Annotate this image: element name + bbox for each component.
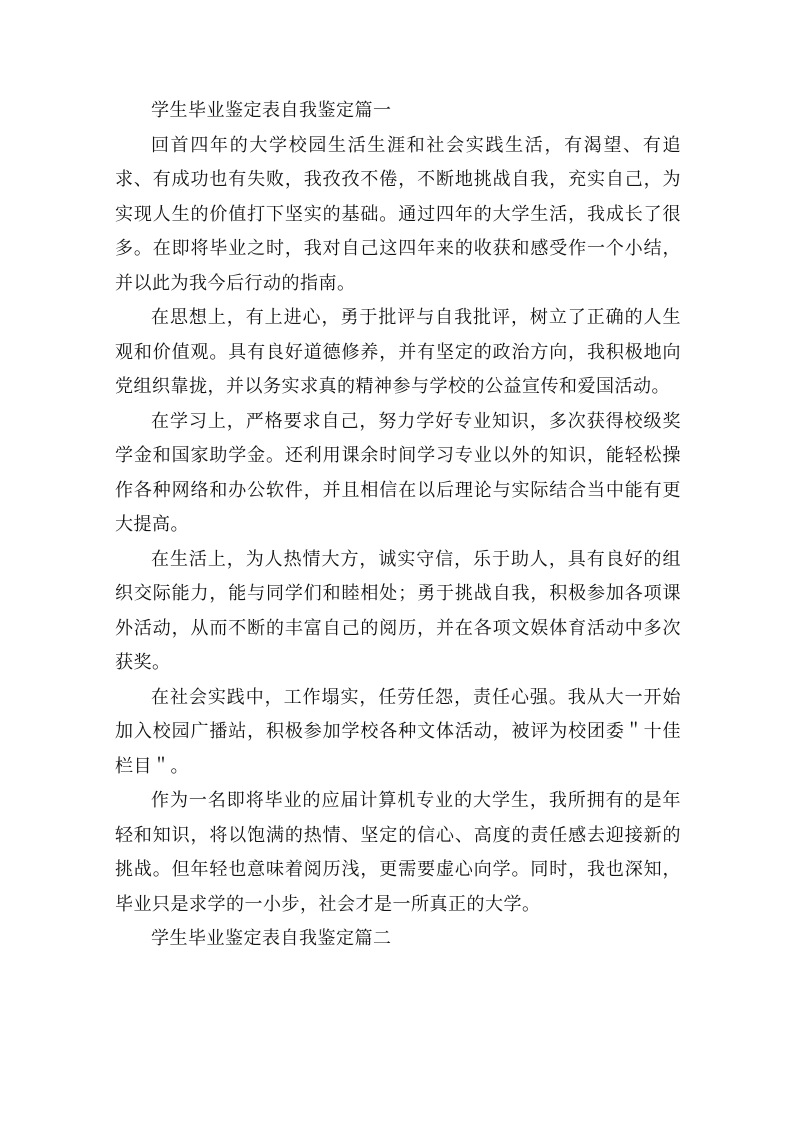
paragraph-study: 在学习上，严格要求自己，努力学好专业知识，多次获得校级奖学金和国家助学金。还利用课余时间学习专业以外的知识，能轻松操作各种网络和办公软件，并且相信在以后理论与实际结合当中能有更大提高。: [115, 410, 681, 535]
document-body: [115, 94, 681, 957]
section-heading-2: 学生毕业鉴定表自我鉴定篇二: [151, 928, 392, 949]
paragraph-life: 在生活上，为人热情大方，诚实守信，乐于助人，具有良好的组织交际能力，能与同学们和睦相处；勇于挑战自我，积极参加各项课外活动，从而不断的丰富自己的阅历，并在各项文娱体育活动中多次获奖。: [115, 548, 681, 673]
paragraph-social-practice: 在社会实践中，工作塌实，任劳任怨，责任心强。我从大一开始加入校园广播站，积极参加学校各种文体活动，被评为校团委＂十佳栏目＂。: [115, 686, 681, 777]
paragraph-intro: 回首四年的大学校园生活生涯和社会实践生活，有渴望、有追求、有成功也有失败，我孜孜不倦，不断地挑战自我，充实自己，为实现人生的价值打下坚实的基础。通过四年的大学生活，我成长了很多。在即将毕业之时，我对自己这四年来的收获和感受作一个小结，并以此为我今后行动的指南。: [115, 134, 681, 294]
section-heading-1: 学生毕业鉴定表自我鉴定篇一: [151, 100, 392, 121]
paragraph-ideology: 在思想上，有上进心，勇于批评与自我批评，树立了正确的人生观和价值观。具有良好道德修养，并有坚定的政治方向，我积极地向党组织靠拢，并以务实求真的精神参与学校的公益宣传和爱国活动。: [115, 307, 681, 397]
paragraph-conclusion: 作为一名即将毕业的应届计算机专业的大学生，我所拥有的是年轻和知识，将以饱满的热情、坚定的信心、高度的责任感去迎接新的挑战。但年轻也意味着阅历浅，更需要虚心向学。同时，我也深知，毕业只是求学的一小步，社会才是一所真正的大学。: [115, 790, 681, 915]
